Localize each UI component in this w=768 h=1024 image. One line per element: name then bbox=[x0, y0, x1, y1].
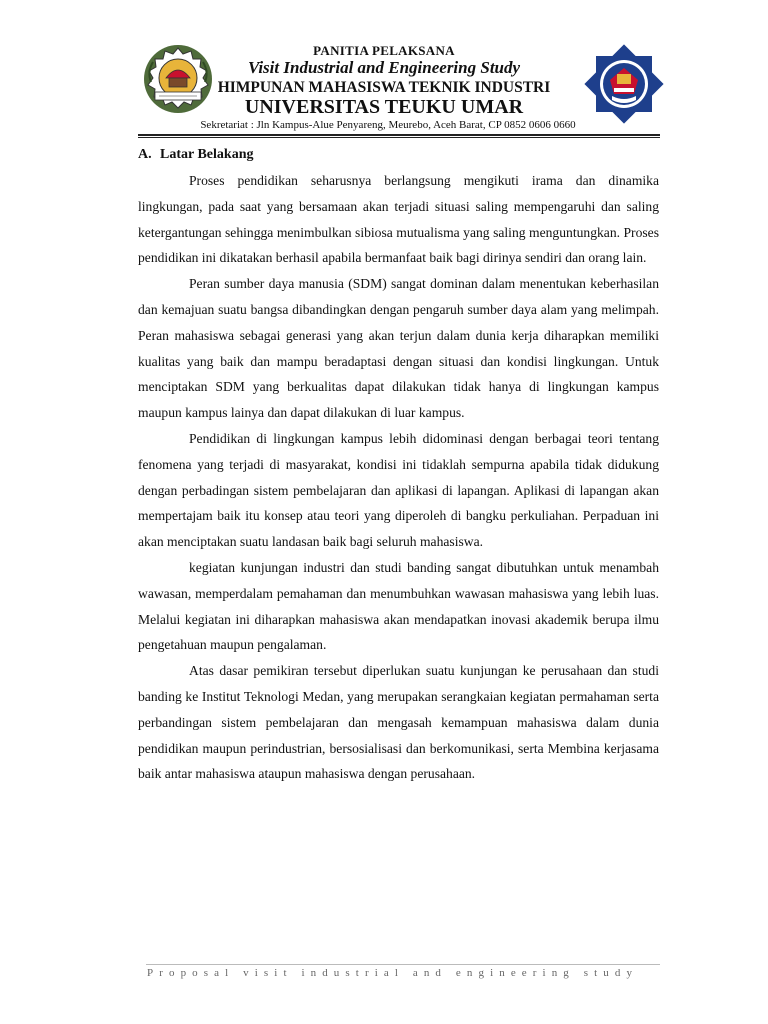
paragraph-4: kegiatan kunjungan industri dan studi banding sangat dibutuhkan untuk menambah wawasan, memperdalam pemahaman dan menumbuhkan wawasan mahasiswa yang lebih luas. Melalui kegiatan ini diharapkan mahasiswa akan mendapatkan inovasi akademik berupa ilmu pengetahuan maupun pengalaman. bbox=[138, 559, 659, 653]
letterhead-rule-thin bbox=[138, 137, 660, 138]
document-body bbox=[138, 142, 659, 787]
section-heading bbox=[138, 142, 659, 168]
footer-text: Proposal visit industrial and engineering study bbox=[147, 967, 639, 979]
section-title: Latar Belakang bbox=[160, 147, 254, 162]
secretariat-address: Sekretariat : Jln Kampus-Alue Penyareng, Meurebo, Aceh Barat, CP 0852 0606 0660 bbox=[200, 119, 576, 131]
letterhead-rule-thick bbox=[138, 134, 660, 136]
organization-name: HIMPUNAN MAHASISWA TEKNIK INDUSTRI bbox=[217, 79, 551, 96]
event-title: Visit Industrial and Engineering Study bbox=[247, 58, 521, 77]
university-name: UNIVERSITAS TEUKU UMAR bbox=[244, 96, 524, 118]
paragraph-2: Peran sumber daya manusia (SDM) sangat dominan dalam menentukan keberhasilan dan kemajuan suatu bangsa dibandingkan dengan pengaruh sumber daya alam yang melimpah. Peran mahasiswa sebagai generasi yang akan terjun dalam dunia kerja diharapkan memiliki kualitas yang baik dan mampu beradaptasi dengan situasi dan kondisi lingkungan. Untuk menciptakan SDM yang berkualitas dapat dilakukan tidak hanya di lingkungan kampus maupun kampus lainya dan dapat dilakukan di luar kampus. bbox=[138, 276, 659, 421]
letterhead bbox=[0, 0, 768, 140]
committee-title: PANITIA PELAKSANA bbox=[313, 43, 455, 58]
footer-rule bbox=[146, 964, 660, 965]
student-association-emblem-icon bbox=[584, 44, 664, 124]
section-number: A. bbox=[138, 147, 152, 162]
paragraph-1: Proses pendidikan seharusnya berlangsung mengikuti irama dan dinamika lingkungan, pada saat yang bersamaan akan terjadi situasi saling mempengaruhi dan saling ketergantungan sehingga menimbulkan sibiosa mutualisma yang saling menguntungkan. Proses pendidikan ini dikatakan berhasil apabila bermanfaat baik bagi dirinya sendiri dan orang lain. bbox=[138, 173, 659, 266]
paragraph-5: Atas dasar pemikiran tersebut diperlukan suatu kunjungan ke perusahaan dan studi banding ke Institut Teknologi Medan, yang merupakan serangkaian kegiatan permahaman serta perbandingan sistem pembelajaran dan mengasah kemampuan mahasiswa dalam dunia pendidikan maupun perindustrian, bersosialisasi dan berkomunikasi, serta Membina kerjasama baik antar mahasiswa ataupun mahasiswa dengan perusahaan. bbox=[138, 663, 659, 782]
paragraph-3: Pendidikan di lingkungan kampus lebih didominasi dengan berbagai teori tentang fenomena yang terjadi di masyarakat, kondisi ini tidaklah sempurna apabila tidak didukung dengan perbadingan sistem pembelajaran dan aplikasi di lapangan. Aplikasi di lapangan akan mempertajam baik itu konsep atau teori yang diperoleh di bangku perkuliahan. Perpaduan ini akan menciptakan suatu landasan baik bagi seluruh mahasiswa. bbox=[138, 430, 659, 550]
